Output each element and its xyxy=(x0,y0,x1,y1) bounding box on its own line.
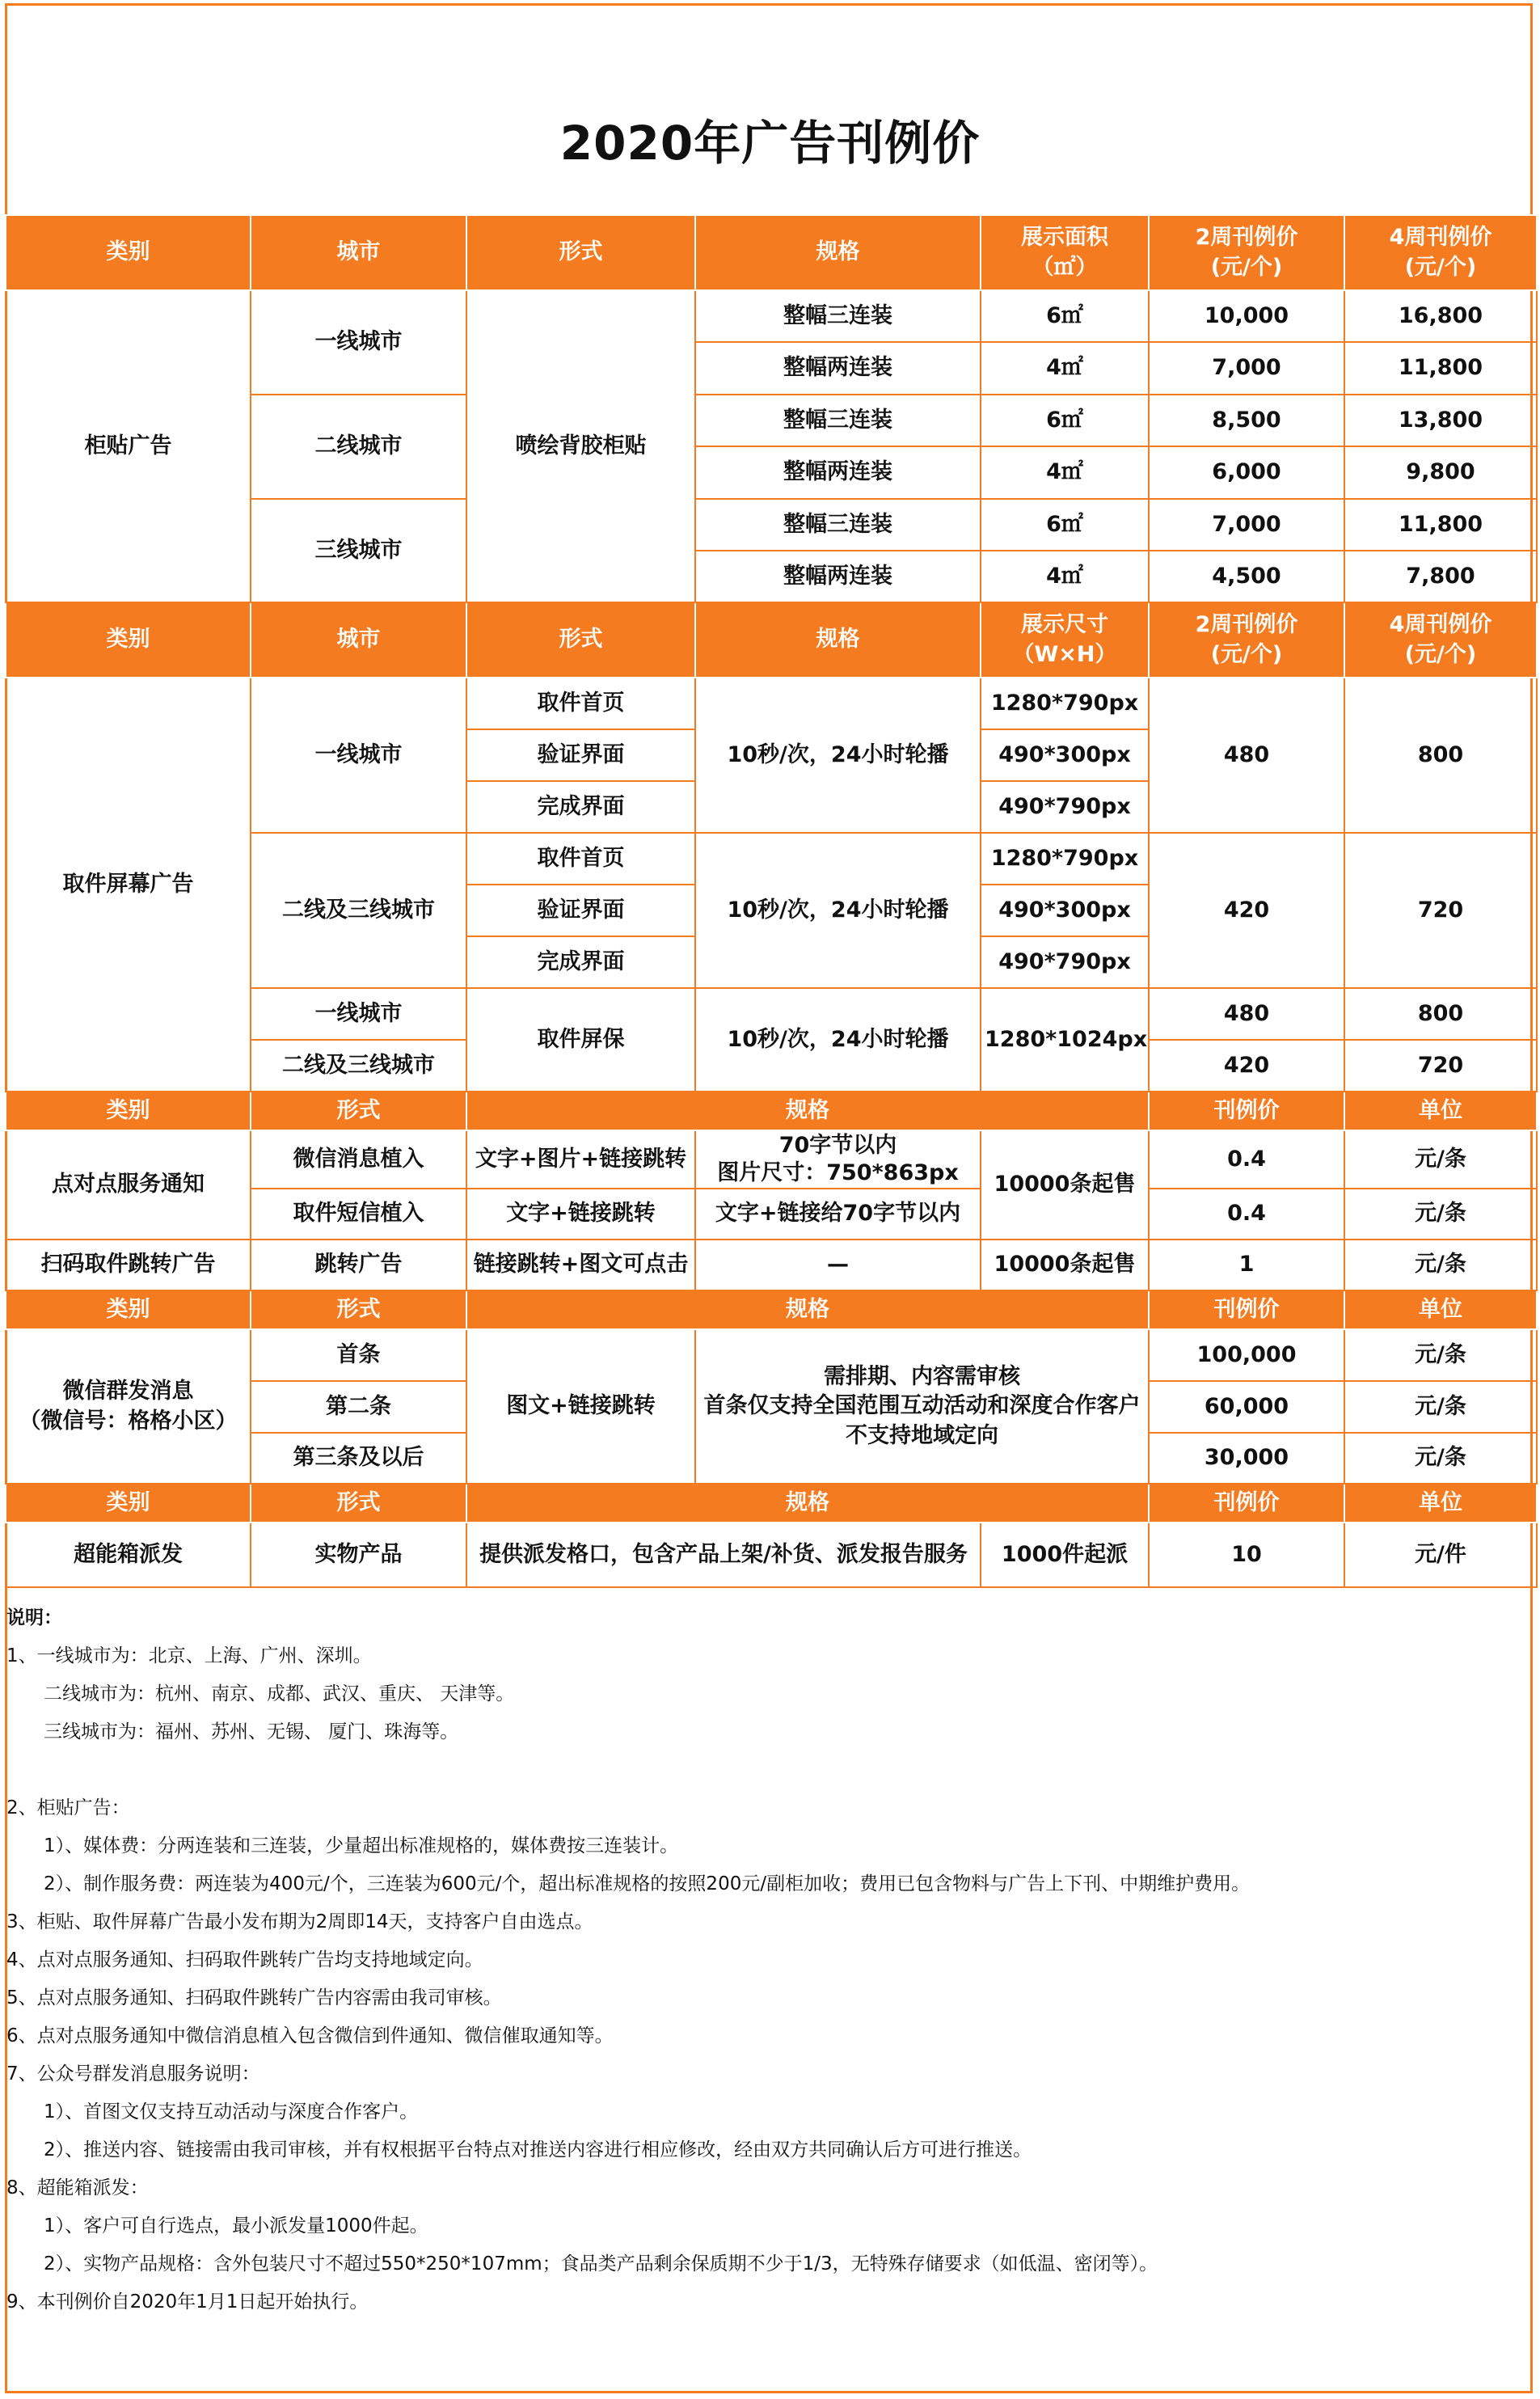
price-cell: 100,000 xyxy=(1149,1329,1344,1381)
area-cell: 4㎡ xyxy=(981,342,1149,395)
price-cell: 30,000 xyxy=(1149,1433,1344,1484)
price-cell: 1 xyxy=(1149,1240,1344,1290)
form-cell: 第二条 xyxy=(251,1381,466,1433)
form-cell: 验证界面 xyxy=(466,885,695,936)
note-line: 6、点对点服务通知中微信消息植入包含微信到件通知、微信催取通知等。 xyxy=(6,2025,614,2046)
spec-cell: 10秒/次，24小时轮播 xyxy=(695,833,981,988)
form-cell: 微信消息植入 xyxy=(251,1130,466,1189)
form-cell: 验证界面 xyxy=(466,729,695,781)
size-cell: 1280*790px xyxy=(981,833,1149,885)
section5-header-row xyxy=(6,1484,1537,1523)
unit-cell: 元/件 xyxy=(1344,1523,1537,1587)
size-cell: 490*790px xyxy=(981,936,1149,988)
size-cell: 490*300px xyxy=(981,729,1149,781)
section1-header-row xyxy=(6,215,1537,290)
note-line: 4、点对点服务通知、扫码取件跳转广告均支持地域定向。 xyxy=(6,1949,483,1970)
price-4w-cell: 7,800 xyxy=(1344,551,1537,602)
notes-section xyxy=(6,1599,1526,2321)
price-2w-cell: 420 xyxy=(1149,833,1344,988)
spec-cell: 需排期、内容需审核 首条仅支持全国范围互动活动和深度合作客户 不支持地域定向 xyxy=(695,1329,1149,1484)
form-cell: 完成界面 xyxy=(466,936,695,988)
city-cell: 二线及三线城市 xyxy=(251,833,466,988)
note-line: 8、超能箱派发： xyxy=(6,2177,149,2198)
category-cell: 点对点服务通知 xyxy=(6,1130,251,1240)
form-cell: 取件屏保 xyxy=(466,988,695,1092)
spec-cell: 整幅两连装 xyxy=(695,342,981,395)
header-cell: 类别 xyxy=(6,215,251,290)
spec-cell: 文字+链接给70字节以内 xyxy=(695,1189,981,1240)
spec-cell: 整幅三连装 xyxy=(695,499,981,551)
rate-card-table xyxy=(5,214,1538,1588)
city-cell: 一线城市 xyxy=(251,678,466,833)
price-cell: 0.4 xyxy=(1149,1189,1344,1240)
type-cell: 文字+图片+链接跳转 xyxy=(466,1130,695,1189)
category-cell: 取件屏幕广告 xyxy=(6,678,251,1092)
area-cell: 6㎡ xyxy=(981,290,1149,342)
header-cell: 规格 xyxy=(695,602,981,678)
spec-cell: 整幅三连装 xyxy=(695,290,981,342)
area-cell: 4㎡ xyxy=(981,551,1149,602)
note-line: 2）、制作服务费：两连装为400元/个，三连装为600元/个，超出标准规格的按照200元/副柜加收；费用已包含物料与广告上下刊、中期维护费用。 xyxy=(44,1873,1251,1894)
size-cell: 490*790px xyxy=(981,781,1149,833)
unit-cell: 元/条 xyxy=(1344,1433,1537,1484)
price-4w-cell: 800 xyxy=(1344,988,1537,1040)
type-cell: 链接跳转+图文可点击 xyxy=(466,1240,695,1290)
min-order-cell: 10000条起售 xyxy=(981,1240,1149,1290)
header-cell: 形式 xyxy=(466,602,695,678)
header-cell: 形式 xyxy=(251,1484,466,1523)
category-cell: 柜贴广告 xyxy=(6,290,251,602)
note-line: 1）、媒体费：分两连装和三连装，少量超出标准规格的，媒体费按三连装计。 xyxy=(44,1835,679,1856)
spec-cell: — xyxy=(695,1240,981,1290)
header-cell: 形式 xyxy=(251,1290,466,1329)
price-2w-cell: 480 xyxy=(1149,678,1344,833)
note-line: 9、本刊例价自2020年1月1日起开始执行。 xyxy=(6,2291,369,2312)
header-cell: 形式 xyxy=(466,215,695,290)
header-cell: 2周刊例价 (元/个) xyxy=(1149,602,1344,678)
city-cell: 二线城市 xyxy=(251,395,466,499)
header-cell: 刊例价 xyxy=(1149,1290,1344,1329)
price-2w-cell: 7,000 xyxy=(1149,499,1344,551)
header-cell: 单位 xyxy=(1344,1290,1537,1329)
size-cell: 1280*1024px xyxy=(981,988,1149,1092)
header-cell: 展示尺寸 （W×H） xyxy=(981,602,1149,678)
form-cell: 取件首页 xyxy=(466,833,695,885)
header-cell: 刊例价 xyxy=(1149,1092,1344,1130)
form-cell: 第三条及以后 xyxy=(251,1433,466,1484)
area-cell: 6㎡ xyxy=(981,499,1149,551)
form-cell: 取件首页 xyxy=(466,678,695,729)
header-cell: 类别 xyxy=(6,1484,251,1523)
category-cell: 扫码取件跳转广告 xyxy=(6,1240,251,1290)
header-cell: 单位 xyxy=(1344,1484,1537,1523)
note-line: 三线城市为：福州、苏州、无锡、 厦门、珠海等。 xyxy=(44,1721,459,1742)
min-order-cell: 10000条起售 xyxy=(981,1130,1149,1240)
header-cell: 展示面积 （㎡） xyxy=(981,215,1149,290)
type-cell: 文字+链接跳转 xyxy=(466,1189,695,1240)
category-cell: 微信群发消息 （微信号：格格小区） xyxy=(6,1329,251,1484)
price-2w-cell: 7,000 xyxy=(1149,342,1344,395)
price-4w-cell: 720 xyxy=(1344,1040,1537,1092)
price-cell: 10 xyxy=(1149,1523,1344,1587)
note-line: 1）、客户可自行选点，最小派发量1000件起。 xyxy=(44,2215,428,2236)
size-cell: 490*300px xyxy=(981,885,1149,936)
form-cell: 首条 xyxy=(251,1329,466,1381)
unit-cell: 元/条 xyxy=(1344,1189,1537,1240)
notes-heading: 说明： xyxy=(6,1607,62,1628)
note-line: 1）、首图文仅支持互动活动与深度合作客户。 xyxy=(44,2101,419,2122)
header-cell: 规格 xyxy=(466,1484,1149,1523)
header-cell: 城市 xyxy=(251,215,466,290)
unit-cell: 元/条 xyxy=(1344,1381,1537,1433)
spec-cell: 整幅两连装 xyxy=(695,551,981,602)
unit-cell: 元/条 xyxy=(1344,1329,1537,1381)
header-cell: 类别 xyxy=(6,1092,251,1130)
area-cell: 6㎡ xyxy=(981,395,1149,446)
category-cell: 超能箱派发 xyxy=(6,1523,251,1587)
table-row xyxy=(6,1240,1537,1290)
header-cell: 规格 xyxy=(466,1290,1149,1329)
header-cell: 刊例价 xyxy=(1149,1484,1344,1523)
spec-cell: 70字节以内 图片尺寸：750*863px xyxy=(695,1130,981,1189)
header-cell: 单位 xyxy=(1344,1092,1537,1130)
page-title: 2020年广告刊例价 xyxy=(559,116,981,171)
spec-cell: 10秒/次，24小时轮播 xyxy=(695,678,981,833)
price-4w-cell: 11,800 xyxy=(1344,342,1537,395)
note-line: 1、一线城市为：北京、上海、广州、深圳。 xyxy=(6,1645,372,1666)
section2-header-row xyxy=(6,602,1537,678)
table-row xyxy=(6,1130,1537,1189)
spec-cell: 10秒/次，24小时轮播 xyxy=(695,988,981,1092)
price-4w-cell: 16,800 xyxy=(1344,290,1537,342)
spec-cell: 整幅两连装 xyxy=(695,446,981,499)
price-2w-cell: 420 xyxy=(1149,1040,1344,1092)
price-cell: 0.4 xyxy=(1149,1130,1344,1189)
form-cell: 实物产品 xyxy=(251,1523,466,1587)
table-row xyxy=(6,290,1537,342)
header-cell: 城市 xyxy=(251,602,466,678)
form-cell: 取件短信植入 xyxy=(251,1189,466,1240)
form-cell: 跳转广告 xyxy=(251,1240,466,1290)
note-line: 7、公众号群发消息服务说明： xyxy=(6,2063,260,2084)
unit-cell: 元/条 xyxy=(1344,1130,1537,1189)
note-line: 2）、推送内容、链接需由我司审核，并有权根据平台特点对推送内容进行相应修改，经由双方共同确认后方可进行推送。 xyxy=(44,2139,1032,2160)
table-row xyxy=(6,1523,1537,1587)
city-cell: 一线城市 xyxy=(251,290,466,395)
price-2w-cell: 480 xyxy=(1149,988,1344,1040)
city-cell: 三线城市 xyxy=(251,499,466,602)
header-cell: 类别 xyxy=(6,602,251,678)
price-4w-cell: 720 xyxy=(1344,833,1537,988)
price-4w-cell: 11,800 xyxy=(1344,499,1537,551)
unit-cell: 元/条 xyxy=(1344,1240,1537,1290)
table-row xyxy=(6,1329,1537,1381)
min-order-cell: 1000件起派 xyxy=(981,1523,1149,1587)
header-cell: 4周刊例价 (元/个) xyxy=(1344,602,1537,678)
size-cell: 1280*790px xyxy=(981,678,1149,729)
price-4w-cell: 9,800 xyxy=(1344,446,1537,499)
form-cell: 喷绘背胶柜贴 xyxy=(466,290,695,602)
section3-header-row xyxy=(6,1092,1537,1130)
note-spacer xyxy=(6,1751,1526,1789)
note-line: 2、柜贴广告： xyxy=(6,1797,130,1818)
header-cell: 4周刊例价 (元/个) xyxy=(1344,215,1537,290)
spec-cell: 整幅三连装 xyxy=(695,395,981,446)
header-cell: 规格 xyxy=(695,215,981,290)
note-line: 3、柜贴、取件屏幕广告最小发布期为2周即14天，支持客户自由选点。 xyxy=(6,1911,593,1932)
spec-cell: 提供派发格口，包含产品上架/补货、派发报告服务 xyxy=(466,1523,981,1587)
form-cell: 完成界面 xyxy=(466,781,695,833)
header-cell: 2周刊例价 (元/个) xyxy=(1149,215,1344,290)
header-cell: 规格 xyxy=(466,1092,1149,1130)
price-cell: 60,000 xyxy=(1149,1381,1344,1433)
table-row xyxy=(6,678,1537,729)
price-2w-cell: 4,500 xyxy=(1149,551,1344,602)
area-cell: 4㎡ xyxy=(981,446,1149,499)
type-cell: 图文+链接跳转 xyxy=(466,1329,695,1484)
header-cell: 形式 xyxy=(251,1092,466,1130)
section4-header-row xyxy=(6,1290,1537,1329)
note-line: 2）、实物产品规格：含外包装尺寸不超过550*250*107mm；食品类产品剩余保质期不少于1/3，无特殊存储要求（如低温、密闭等）。 xyxy=(44,2253,1158,2274)
price-4w-cell: 13,800 xyxy=(1344,395,1537,446)
city-cell: 一线城市 xyxy=(251,988,466,1040)
price-2w-cell: 8,500 xyxy=(1149,395,1344,446)
note-line: 二线城市为：杭州、南京、成都、武汉、重庆、 天津等。 xyxy=(44,1683,515,1704)
price-2w-cell: 10,000 xyxy=(1149,290,1344,342)
price-4w-cell: 800 xyxy=(1344,678,1537,833)
price-2w-cell: 6,000 xyxy=(1149,446,1344,499)
header-cell: 类别 xyxy=(6,1290,251,1329)
note-line: 5、点对点服务通知、扫码取件跳转广告内容需由我司审核。 xyxy=(6,1987,502,2008)
city-cell: 二线及三线城市 xyxy=(251,1040,466,1092)
